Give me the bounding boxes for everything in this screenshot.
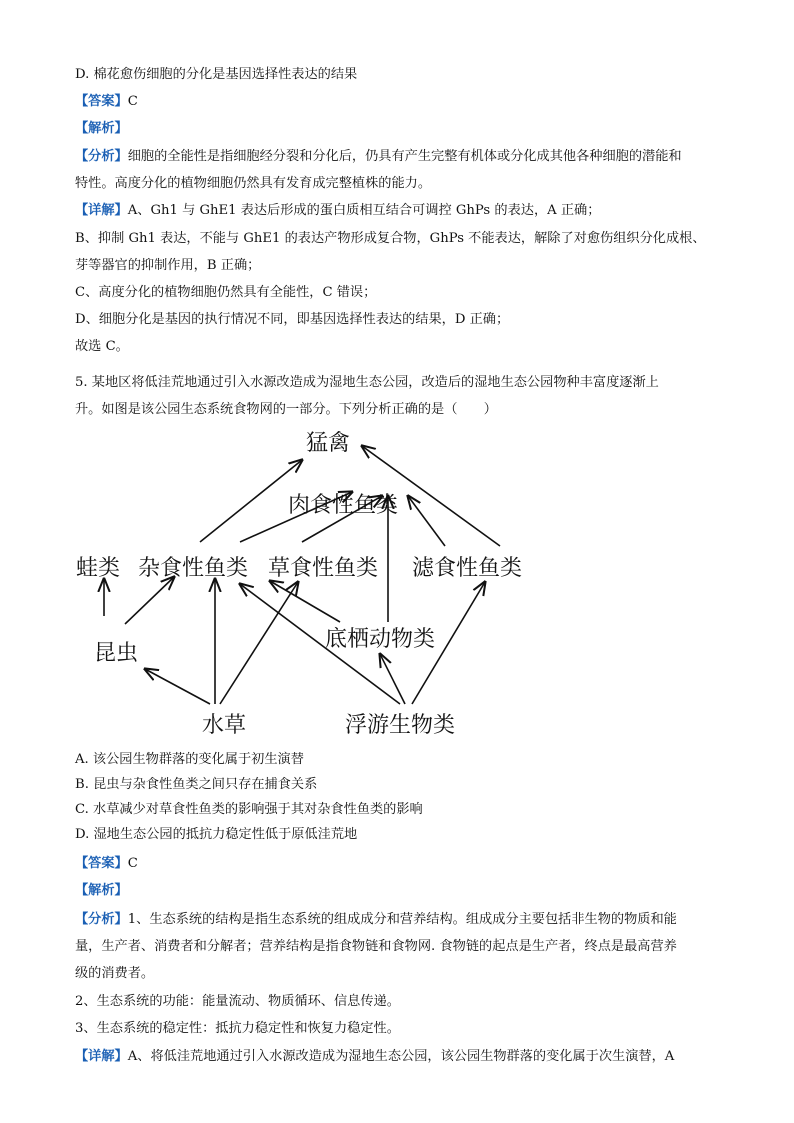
- answer-value: C: [127, 94, 138, 109]
- answer-tag: 【答案】: [75, 94, 128, 109]
- answer-value: C: [127, 856, 138, 871]
- node-filter-fish: 滤食性鱼类: [412, 556, 523, 581]
- q5-detail-line1: [75, 1048, 735, 1066]
- node-herbivorous-fish: 草食性鱼类: [268, 556, 379, 581]
- arrow-grass-to-herbivorous: [220, 582, 298, 704]
- detail-text: A、Gh1 与 GhE1 表达后形成的蛋白质相互结合可调控 GhPs 的表达，A 正确；: [127, 203, 601, 218]
- q5-point3: 3、生态系统的稳定性：抵抗力稳定性和恢复力稳定性。: [75, 1021, 400, 1036]
- arrow-omnivorous-to-raptor: [200, 460, 302, 542]
- node-insect: 昆虫: [94, 641, 139, 666]
- prev-conclusion: 故选 C。: [75, 339, 129, 354]
- q5-fenxi-line2: 量，生产者、消费者和分解者；营养结构是指食物链和食物网. 食物链的起点是生产者，终点是最高营养: [75, 939, 677, 954]
- arrow-insect-to-omnivorous: [125, 577, 174, 624]
- prev-detail-line3: 芽等器官的抑制作用，B 正确；: [75, 258, 261, 273]
- node-plankton: 浮游生物类: [345, 713, 456, 738]
- q5-stem-line2: 升。如图是该公园生态系统食物网的一部分。下列分析正确的是（ ）: [75, 402, 497, 417]
- fenxi-text: 细胞的全能性是指细胞经分裂和分化后，仍具有产生完整有机体或分化成其他各种细胞的潜能和: [127, 149, 682, 164]
- prev-answer: [75, 93, 735, 111]
- node-raptor: 猛禽: [306, 431, 351, 456]
- answer-tag: 【答案】: [75, 856, 128, 871]
- q5-analysis-tag: 【解析】: [75, 883, 128, 898]
- node-frog: 蛙类: [76, 556, 121, 581]
- q5-stem-line1: 5. 某地区将低洼荒地通过引入水源改造成为湿地生态公园，改造后的湿地生态公园物种丰富度逐渐上: [75, 375, 659, 390]
- arrow-plankton-to-benthic: [380, 654, 405, 704]
- prev-detail-line4: C、高度分化的植物细胞仍然具有全能性，C 错误；: [75, 285, 377, 300]
- arrow-filter-to-carnivorous: [408, 496, 445, 546]
- detail-text: A、将低洼荒地通过引入水源改造成为湿地生态公园，该公园生物群落的变化属于次生演替，A: [127, 1049, 675, 1064]
- node-benthic: 底栖动物类: [325, 627, 436, 652]
- node-omnivorous-fish: 杂食性鱼类: [138, 556, 249, 581]
- q5-fenxi-line1: [75, 911, 735, 929]
- prev-option-d: D. 棉花愈伤细胞的分化是基因选择性表达的结果: [75, 67, 358, 82]
- prev-fenxi-line2: 特性。高度分化的植物细胞仍然具有发育成完整植株的能力。: [75, 176, 432, 191]
- q5-fenxi-line3: 级的消费者。: [75, 966, 155, 981]
- q5-option-c: C. 水草减少对草食性鱼类的影响强于其对杂食性鱼类的影响: [75, 802, 423, 817]
- prev-analysis-tag: 【解析】: [75, 121, 128, 136]
- prev-detail-line1: [75, 202, 735, 220]
- q5-option-d: D. 湿地生态公园的抵抗力稳定性低于原低洼荒地: [75, 827, 358, 842]
- q5-answer: [75, 855, 735, 873]
- q5-option-b: B. 昆虫与杂食性鱼类之间只存在捕食关系: [75, 777, 318, 792]
- fenxi-tag: 【分析】: [75, 912, 128, 927]
- arrow-benthic-to-herbivorous: [270, 581, 340, 622]
- food-web-diagram: [70, 424, 540, 744]
- node-water-grass: 水草: [202, 713, 247, 738]
- prev-detail-line2: B、抑制 Gh1 表达，不能与 GhE1 的表达产物形成复合物，GhPs 不能表达，解除了对愈伤组织分化成根、: [75, 231, 706, 246]
- fenxi-text: 1、生态系统的结构是指生态系统的组成成分和营养结构。组成成分主要包括非生物的物质和能: [127, 912, 677, 927]
- prev-fenxi-line1: [75, 148, 735, 166]
- q5-point2: 2、生态系统的功能：能量流动、物质循环、信息传递。: [75, 994, 400, 1009]
- detail-tag: 【详解】: [75, 1049, 128, 1064]
- prev-detail-line5: D、细胞分化是基因的执行情况不同，即基因选择性表达的结果，D 正确；: [75, 312, 510, 327]
- node-carnivorous-fish: 肉食性鱼类: [288, 493, 399, 518]
- fenxi-tag: 【分析】: [75, 149, 128, 164]
- detail-tag: 【详解】: [75, 203, 128, 218]
- arrow-grass-to-insect: [145, 669, 210, 704]
- q5-option-a: A. 该公园生物群落的变化属于初生演替: [75, 752, 304, 767]
